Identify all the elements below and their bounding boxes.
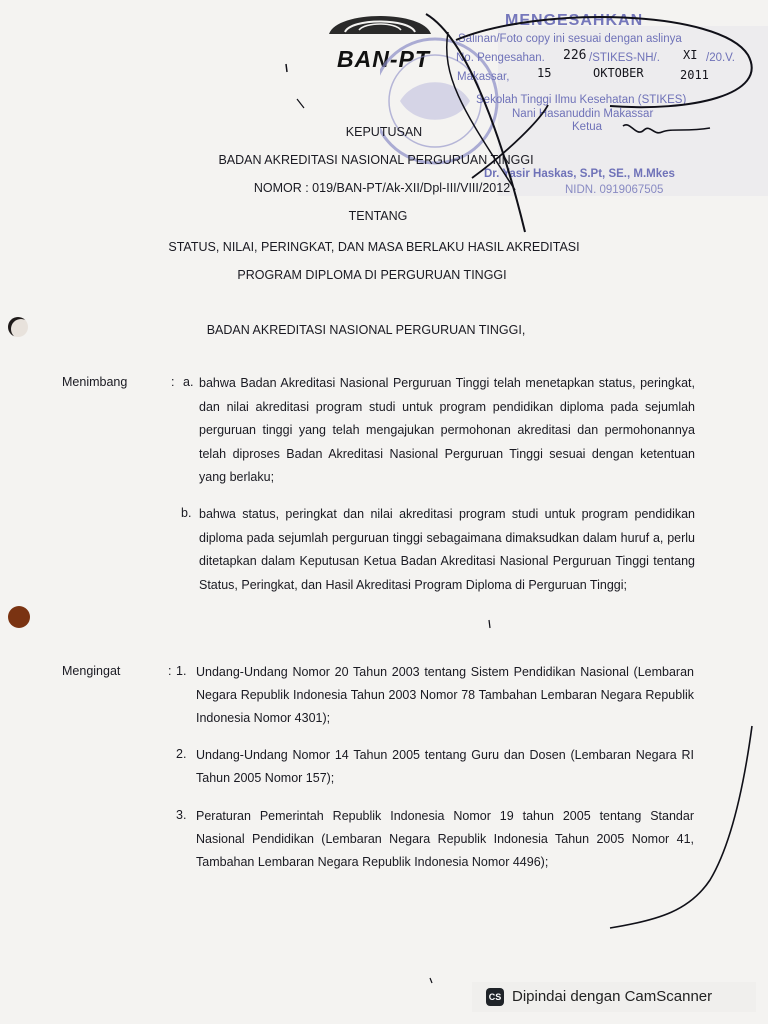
about-heading: TENTANG [348,209,408,223]
menimbang-item-a: bahwa Badan Akreditasi Nasional Perguruan Tinggi telah menetapkan status, peringkat, dan nilai akreditasi program studi untuk program pendidikan diploma pada sejumlah perguruan tinggi yang telah mengajukan permohonan akreditasi dan permohonannya telah diproses Badan Akreditasi Nasional Perguruan Tinggi sesuai dengan ketentuan yang berlaku; [199,376,695,484]
stamp-place-label: Makassar, [457,71,510,83]
stamp-school-line2: Nani Hasanuddin Makassar [512,108,654,120]
mengingat-marker-2: 2. [176,747,187,761]
stamp-legalization-label: No. Pengesahan. [456,52,545,64]
stamp-title: MENGESAHKAN [505,12,644,29]
menimbang-label: Menimbang [62,375,128,389]
stamp-signer-name: Dr. Yasir Haskas, S.Pt, SE., M.Mkes [484,168,675,180]
menimbang-item-b: bahwa status, peringkat dan nilai akreditasi program studi untuk program pendidikan diploma pada sejumlah perguruan tinggi sebagaimana dimaksudkan dalam huruf a, perlu ditetapkan dalam Keputusan Ketua Badan Akreditasi Nasional Perguruan Tinggi tentang Status, Peringkat, dan Hasil Akreditasi Program Diploma di Perguruan Tinggi; [199,507,695,592]
mengingat-label: Mengingat [62,664,121,678]
camscanner-logo-icon: CS [486,988,504,1006]
menimbang-marker-a: a. [183,375,194,389]
subject-line-2: PROGRAM DIPLOMA DI PERGURUAN TINGGI [237,268,507,282]
mengingat-item-2: Undang-Undang Nomor 14 Tahun 2005 tentang Guru dan Dosen (Lembaran Negara RI Tahun 2005 Nomor 157); [196,748,694,785]
mengingat-colon: : [168,664,172,678]
stamp-school-line1: Sekolah Tinggi Ilmu Kesehatan (STIKES) [476,94,687,106]
subject-line-1: STATUS, NILAI, PERINGKAT, DAN MASA BERLAKU HASIL AKREDITASI [168,240,580,254]
agency-title: BADAN AKREDITASI NASIONAL PERGURUAN TINGGI [218,153,534,167]
ban-pt-logo-text: BAN-PT [337,46,430,72]
mengingat-item-3: Peraturan Pemerintah Republik Indonesia Nomor 19 tahun 2005 tentang Standar Nasional Pendidikan (Lembaran Negara Republik Indonesia Tahun 2005 Nomor 41, Tambahan Lembaran Negara Republik Indonesia Nomor 4496); [196,809,694,869]
stamp-date-month: OKTOBER [593,66,644,80]
stamp-legalization-suffix: /STIKES-NH/. [589,52,660,64]
stamp-legalization-end: /20.V. [706,52,735,64]
mengingat-marker-3: 3. [176,808,187,822]
stamp-copy-line: Salinan/Foto copy ini sesuai dengan aslinya [458,33,682,45]
stamp-date-day: 15 [537,66,552,80]
stamp-nidn: NIDN. 0919067505 [565,184,664,196]
menimbang-marker-b: b. [181,506,192,520]
decree-number: NOMOR : 019/BAN-PT/Ak-XII/Dpl-III/VIII/2012 [253,181,511,195]
stamp-role: Ketua [572,121,603,133]
decree-heading: KEPUTUSAN [345,125,423,139]
mengingat-marker-1: 1. [176,664,187,678]
issuer-title: BADAN AKREDITASI NASIONAL PERGURUAN TINGGI, [206,323,526,337]
mengingat-item-1: Undang-Undang Nomor 20 Tahun 2003 tentang Sistem Pendidikan Nasional (Lembaran Negara Republik Indonesia Tahun 2003 Nomor 78 Tambahan Lembaran Negara Republik Indonesia Nomor 4301); [196,665,694,725]
stamp-legalization-month: XI [683,48,698,62]
camscanner-badge-text: Dipindai dengan CamScanner [512,988,713,1005]
menimbang-colon: : [171,375,175,389]
stamp-date-year: 2011 [680,68,709,82]
stamp-legalization-number: 226 [563,48,587,63]
